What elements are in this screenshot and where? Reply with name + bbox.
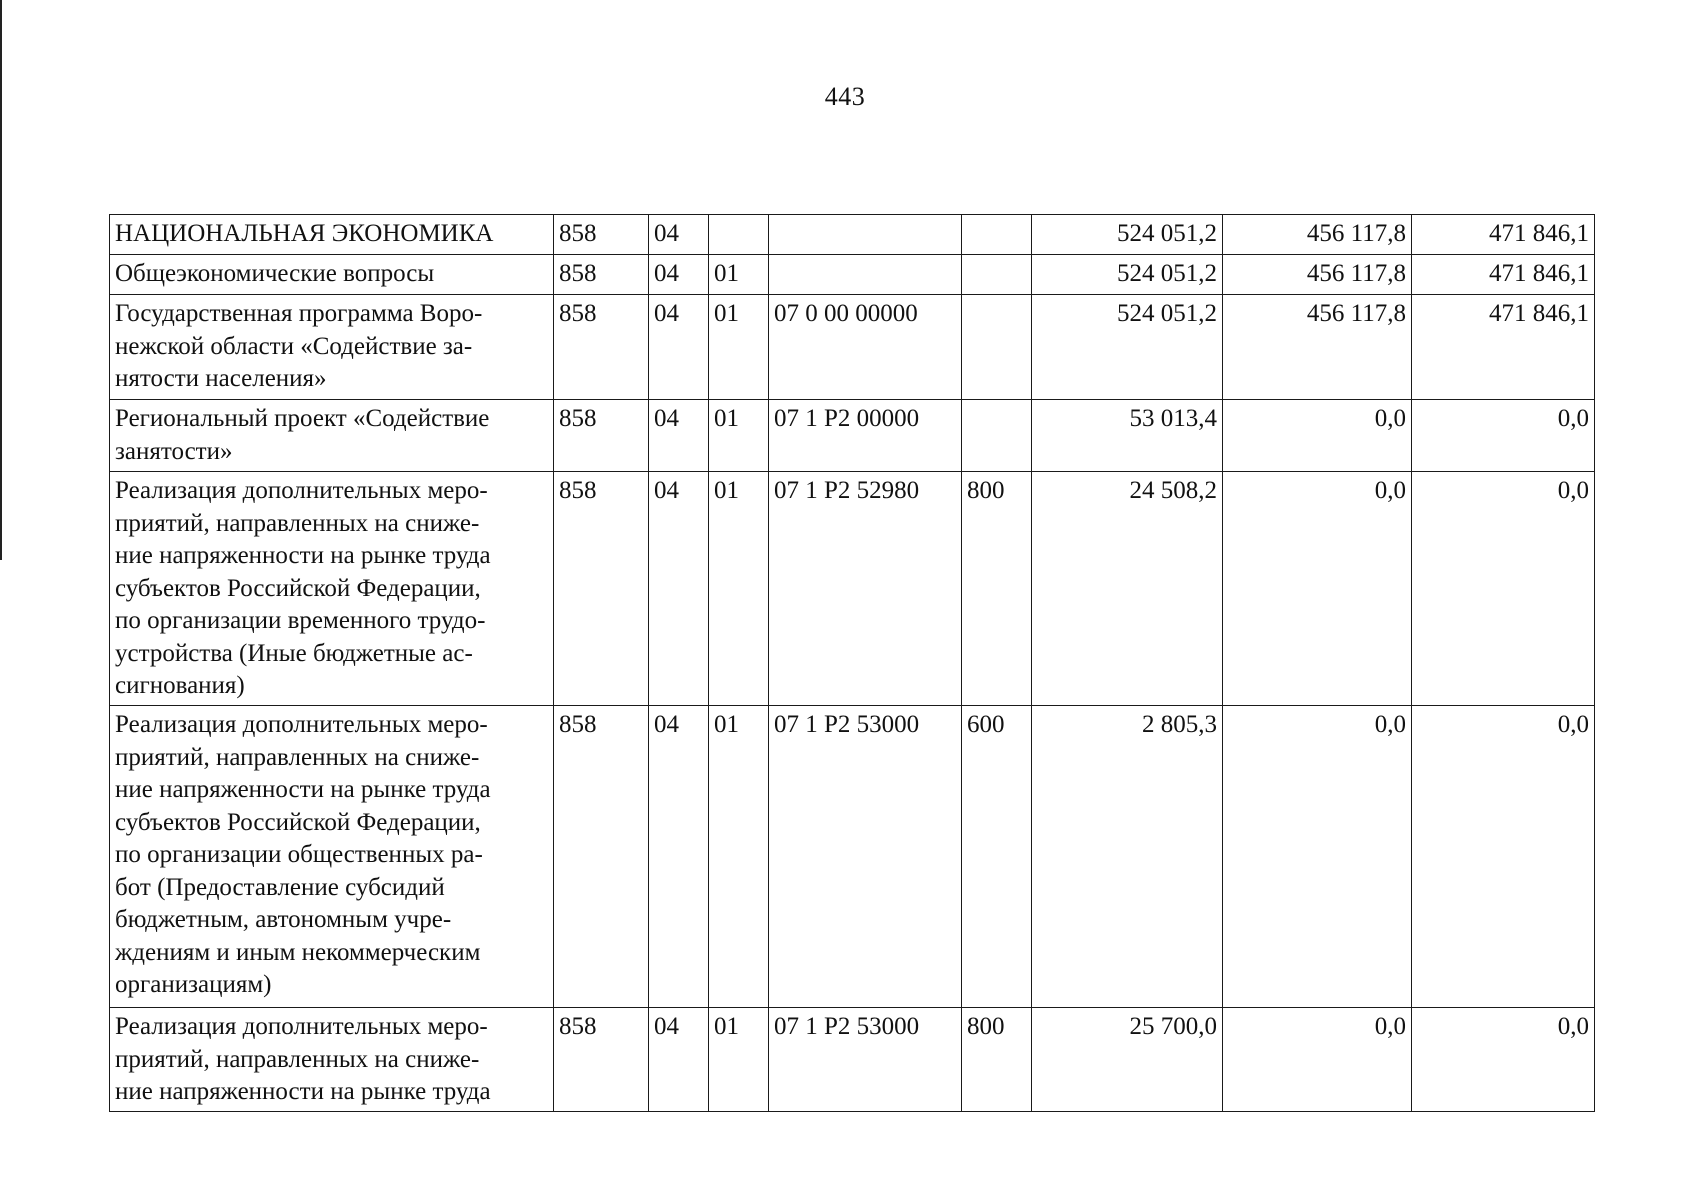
table-row	[110, 400, 1595, 472]
row-rz-cell: 04	[649, 295, 709, 400]
row-pr-cell	[709, 215, 769, 255]
row-pr-cell: 01	[709, 472, 769, 706]
row-vr-cell: 600	[962, 706, 1032, 1008]
row-pr-cell: 01	[709, 400, 769, 472]
row-csr-cell	[769, 215, 962, 255]
row-rz-cell: 04	[649, 255, 709, 295]
row-gr-cell: 858	[554, 400, 649, 472]
row-amount-year2-cell: 0,0	[1223, 400, 1412, 472]
row-amount-year1-cell: 53 013,4	[1032, 400, 1223, 472]
row-pr-cell: 01	[709, 295, 769, 400]
row-name-cell: Региональный проект «Содействие занятости»	[110, 400, 554, 472]
page-number: 443	[824, 82, 866, 111]
row-amount-year1-cell: 24 508,2	[1032, 472, 1223, 706]
row-amount-year2-cell: 0,0	[1223, 472, 1412, 706]
row-amount-year1-cell: 524 051,2	[1032, 295, 1223, 400]
row-vr-cell	[962, 295, 1032, 400]
row-name-cell: Общеэкономические вопросы	[110, 255, 554, 295]
row-amount-year1-cell: 2 805,3	[1032, 706, 1223, 1008]
budget-table	[109, 214, 1595, 1112]
row-gr-cell: 858	[554, 472, 649, 706]
row-vr-cell: 800	[962, 1008, 1032, 1112]
row-gr-cell: 858	[554, 255, 649, 295]
row-amount-year1-cell: 25 700,0	[1032, 1008, 1223, 1112]
table-row	[110, 472, 1595, 706]
row-amount-year2-cell: 0,0	[1223, 1008, 1412, 1112]
table-row	[110, 706, 1595, 1008]
row-vr-cell: 800	[962, 472, 1032, 706]
row-gr-cell: 858	[554, 295, 649, 400]
table-row	[110, 215, 1595, 255]
row-rz-cell: 04	[649, 1008, 709, 1112]
table-row	[110, 255, 1595, 295]
row-name-cell: Реализация дополнительных меро- приятий, направленных на сниже- ние напряженности на рынке труда субъектов Российской Федерации, по организации временного трудо- устройства (Иные бюджетные ас- сигнования)	[110, 472, 554, 706]
row-pr-cell: 01	[709, 706, 769, 1008]
row-name-cell: Государственная программа Воро- нежской области «Содействие за- нятости населения»	[110, 295, 554, 400]
row-amount-year1-cell: 524 051,2	[1032, 255, 1223, 295]
row-rz-cell: 04	[649, 706, 709, 1008]
table-body	[110, 215, 1595, 1112]
row-amount-year2-cell: 456 117,8	[1223, 215, 1412, 255]
row-amount-year2-cell: 0,0	[1223, 706, 1412, 1008]
row-csr-cell: 07 0 00 00000	[769, 295, 962, 400]
table-row	[110, 1008, 1595, 1112]
row-amount-year3-cell: 0,0	[1412, 472, 1595, 706]
row-amount-year2-cell: 456 117,8	[1223, 295, 1412, 400]
row-amount-year3-cell: 0,0	[1412, 1008, 1595, 1112]
row-amount-year3-cell: 471 846,1	[1412, 255, 1595, 295]
row-pr-cell: 01	[709, 255, 769, 295]
row-amount-year3-cell: 0,0	[1412, 706, 1595, 1008]
row-rz-cell: 04	[649, 215, 709, 255]
row-name-cell: НАЦИОНАЛЬНАЯ ЭКОНОМИКА	[110, 215, 554, 255]
table-row	[110, 295, 1595, 400]
row-gr-cell: 858	[554, 215, 649, 255]
row-vr-cell	[962, 255, 1032, 295]
row-csr-cell: 07 1 P2 00000	[769, 400, 962, 472]
row-vr-cell	[962, 400, 1032, 472]
row-csr-cell: 07 1 P2 53000	[769, 706, 962, 1008]
row-pr-cell: 01	[709, 1008, 769, 1112]
row-gr-cell: 858	[554, 706, 649, 1008]
row-rz-cell: 04	[649, 400, 709, 472]
row-amount-year3-cell: 0,0	[1412, 400, 1595, 472]
row-csr-cell	[769, 255, 962, 295]
row-name-cell: Реализация дополнительных меро- приятий, направленных на сниже- ние напряженности на рынке труда	[110, 1008, 554, 1112]
row-amount-year1-cell: 524 051,2	[1032, 215, 1223, 255]
row-csr-cell: 07 1 P2 53000	[769, 1008, 962, 1112]
row-name-cell: Реализация дополнительных меро- приятий, направленных на сниже- ние напряженности на рынке труда субъектов Российской Федерации, по организации общественных ра- бот (Предоставление субсидий бюджетным, автономным учре- ждениям и иным некоммерческим организациям)	[110, 706, 554, 1008]
row-vr-cell	[962, 215, 1032, 255]
row-amount-year2-cell: 456 117,8	[1223, 255, 1412, 295]
row-amount-year3-cell: 471 846,1	[1412, 215, 1595, 255]
row-gr-cell: 858	[554, 1008, 649, 1112]
row-csr-cell: 07 1 P2 52980	[769, 472, 962, 706]
row-rz-cell: 04	[649, 472, 709, 706]
row-amount-year3-cell: 471 846,1	[1412, 295, 1595, 400]
